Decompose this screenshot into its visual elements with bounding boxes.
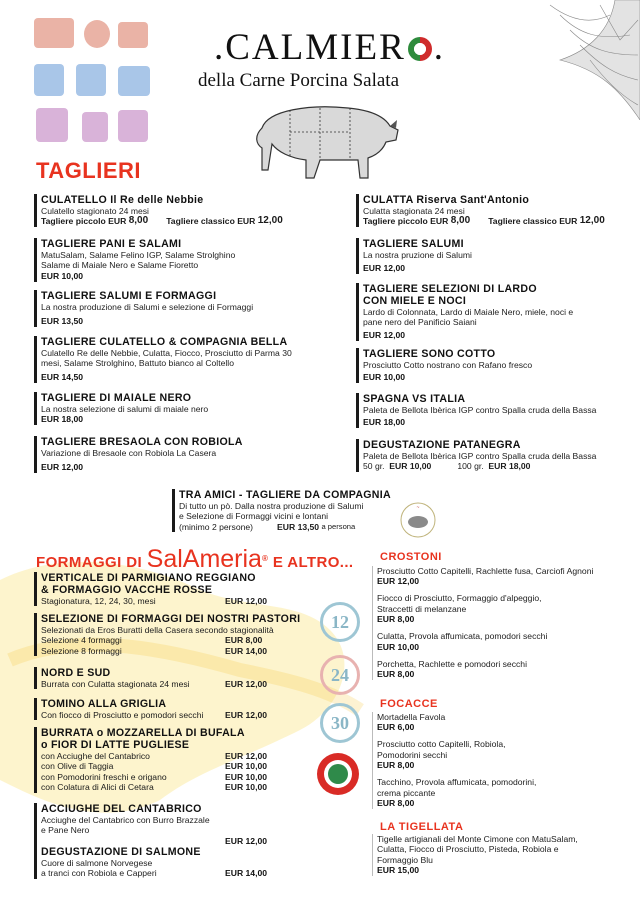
item-price: EUR 8,00 [377,798,415,809]
section-heading-tigellata: LA TIGELLATA [380,821,464,833]
item-desc: MatuSalam, Salame Felino IGP, Salame Strolghino Salame di Maiale Nero e Salame Fioretto [41,250,236,271]
menu-item [356,439,626,472]
item-title: TAGLIERE BRESAOLA CON ROBIOLA [41,436,243,448]
item-price: EUR 14,50 [41,371,84,382]
price-small: EUR 10,00 [389,461,432,472]
weight-large: 100 gr. [457,461,484,472]
item-price: EUR 12,00 [363,329,406,340]
small-label: Tagliere piccolo EUR [41,216,127,227]
brand-title: .CALMIER . [214,27,445,68]
row-label: con Olive di Taggia [41,761,114,772]
menu-item [34,803,316,847]
menu-item [34,290,314,327]
row-label: Selezione 8 formaggi [41,645,122,656]
item-desc: Tigelle artigianali del Monte Cimone con MatuSalam, Culatta, Fiocco di Prosciutto, Pisteda, Robiola e Formaggio Blu [377,834,578,865]
item-price: EUR 10,00 [377,641,420,652]
item-desc: Prosciutto cotto Capitelli, Robiola, Pomodorini secchi [377,739,506,760]
item-desc: Selezionati da Eros Buratti della Casera secondo stagionalità [41,625,274,635]
section-heading-focacce: FOCACCE [380,698,438,710]
item-price: EUR 12,00 [225,835,268,846]
age-badge-24: 24 [320,655,360,695]
large-price: 12,00 [257,215,283,227]
row-price: EUR 10,00 [225,761,268,772]
item-price: EUR 8,00 [377,760,415,771]
item-desc: La nostra produzione di Salumi e selezione di Formaggi [41,302,254,312]
row-price: EUR 10,00 [225,782,268,793]
row-label: con Pomodorini freschi e origano [41,771,167,782]
item-price: EUR 10,00 [41,270,84,281]
section-heading-formaggi: FORMAGGI DI SalAmeria® E ALTRO... [36,545,354,573]
item-price: EUR 10,00 [363,372,406,383]
menu-item [356,194,626,227]
section-heading-crostoni: CROSTONI [380,551,442,563]
item-title: SELEZIONE DI FORMAGGI DEI NOSTRI PASTORI [41,613,301,625]
item-desc: Culatello stagionato 24 mesi [41,206,149,216]
item-desc: Paleta de Bellota Ibèrica IGP contro Spalla cruda della Bassa [363,451,597,461]
pig-cuts-illustration [250,92,400,184]
item-title: DEGUSTAZIONE DI SALMONE [41,846,201,858]
menu-item [356,393,626,428]
menu-item-tra-amici [172,489,412,532]
small-price: 8,00 [128,215,149,227]
item-title: ACCIUGHE DEL CANTABRICO [41,803,202,815]
price-large: EUR 18,00 [488,461,531,472]
item-title: TAGLIERE DI MAIALE NERO [41,392,192,404]
price-unit: a persona [321,521,356,531]
item-desc: La nostra pruzione di Salumi [363,250,472,260]
item-price: EUR 12,00 [225,596,268,606]
large-price: 12,00 [579,215,605,227]
item-desc: Culatello Re delle Nebbie, Culatta, Fiocco, Prosciutto di Parma 30 mesi, Salame Strolghino, Battuto bianco al Coltello [41,348,292,369]
item-title: NORD E SUD [41,667,111,679]
item-price: EUR 18,00 [41,414,84,425]
menu-item [34,194,314,227]
item-desc: Lardo di Colonnata, Lardo di Maiale Nero, miele, noci e pane nero del Panificio Saiani [363,307,574,328]
item-title: TAGLIERE SALUMI E FORMAGGI [41,290,217,302]
large-label: Tagliere classico EUR [488,216,578,227]
item-desc: Variazione di Bresaole con Robiola La Casera [41,448,217,458]
section-heading-taglieri: TAGLIERI [36,158,142,183]
menu-item [356,348,626,383]
item-desc: Stagionatura, 12, 24, 30, mesi [41,596,156,606]
crostoni-list [372,566,628,680]
menu-item [34,238,314,282]
brand-subtitle: della Carne Porcina Salata [198,70,400,91]
small-label: Tagliere piccolo EUR [363,216,449,227]
row-price: EUR 10,00 [225,771,268,782]
item-desc: La nostra selezione di salumi di maiale nero [41,404,209,414]
svg-text:~: ~ [416,505,420,511]
item-desc: Cuore di salmone Norvegese a tranci con Robiola e Capperi [41,858,157,879]
item-title: TAGLIERE CULATELLO & COMPAGNIA BELLA [41,336,288,348]
menu-item [34,846,316,879]
italian-flag-badge-icon [317,753,359,795]
tigellata-block [372,834,628,876]
menu-item [34,667,316,689]
item-price: EUR 8,00 [377,669,415,680]
item-price: EUR 6,00 [377,722,415,733]
tree-engraving-illustration [520,0,640,120]
item-desc: Con fiocco di Prosciutto e pomodori secchi [41,710,204,720]
weight-small: 50 gr. [363,461,385,472]
item-title: TOMINO ALLA GRIGLIA [41,698,167,710]
item-desc: Di tutto un pò. Dalla nostra produzione di Salumi e Selezione di Formaggi vicini e lontani [179,501,364,522]
item-desc: Mortadella Favola [377,712,446,722]
item-price: EUR 12,00 [225,710,268,720]
pig-stamp-icon [396,500,440,540]
menu-item [34,727,316,793]
item-desc: Prosciutto Cotto nostrano con Rafano fresco [363,360,533,370]
item-title: CULATELLO Il Re delle Nebbie [41,194,204,206]
menu-item [356,238,626,274]
item-desc: Tacchino, Provola affumicata, pomodorini, crema piccante [377,777,537,798]
menu-item [34,698,316,720]
small-price: 8,00 [450,215,471,227]
cutting-boards-illustration [32,16,152,144]
item-desc: Burrata con Culatta stagionata 24 mesi [41,679,190,689]
row-label: Selezione 4 formaggi [41,635,122,646]
item-price: EUR 12,00 [41,462,84,473]
item-desc: Prosciutto Cotto Capitelli, Rachlette fusa, Carciofi Agnoni [377,566,594,576]
item-price: EUR 8,00 [377,614,415,625]
row-label: con Acciughe del Cantabrico [41,751,150,761]
focacce-list [372,712,628,809]
row-price: EUR 14,00 [225,645,268,656]
min-persons: (minimo 2 persone) [179,521,254,532]
menu-item [34,336,316,383]
item-title: DEGUSTAZIONE PATANEGRA [363,439,521,451]
row-price: EUR 8,00 [225,635,263,646]
menu-item [34,392,314,425]
menu-item [356,283,626,341]
item-title: BURRATA o MOZZARELLA DI BUFALA o FIOR DI LATTE PUGLIESE [41,727,245,751]
item-price: EUR 18,00 [363,417,406,428]
item-price: EUR 13,50 [277,521,320,532]
item-price: EUR 14,00 [225,867,268,878]
item-desc: Fiocco di Prosciutto, Formaggio d'alpeggio, Straccetti di melanzane [377,593,542,614]
item-title: TAGLIERE SELEZIONI DI LARDO CON MIELE E NOCI [363,283,537,307]
item-title: CULATTA Riserva Sant'Antonio [363,194,530,206]
row-price: EUR 12,00 [225,751,268,761]
menu-item [34,572,316,606]
item-desc: Porchetta, Rachlette e pomodori secchi [377,658,527,669]
italian-flag-icon [408,37,432,61]
item-price: EUR 12,00 [225,679,268,689]
row-label: con Colatura di Alici di Cetara [41,782,154,793]
item-price: EUR 12,00 [377,576,420,587]
large-label: Tagliere classico EUR [166,216,256,227]
item-price: EUR 12,00 [363,263,406,274]
age-badge-12: 12 [320,602,360,642]
menu-item [34,613,318,656]
item-desc: Paleta de Bellota Ibèrica IGP contro Spalla cruda della Bassa [363,405,597,415]
menu-item [34,436,314,473]
item-title: TAGLIERE PANI E SALAMI [41,238,182,250]
item-title: VERTICALE DI PARMIGIANO REGGIANO & FORMAGGIO VACCHE ROSSE [41,572,256,596]
item-desc: Acciughe del Cantabrico con Burro Brazzale e Pane Nero [41,815,210,836]
item-desc: Culatta, Provola affumicata, pomodori secchi [377,631,548,642]
age-badge-30: 30 [320,703,360,743]
item-title: TAGLIERE SONO COTTO [363,348,496,360]
item-price: EUR 13,50 [41,316,84,327]
item-price: EUR 15,00 [377,865,420,876]
item-title: SPAGNA VS ITALIA [363,393,466,405]
item-title: TAGLIERE SALUMI [363,238,464,250]
item-desc: Culatta stagionata 24 mesi [363,206,465,216]
item-title: TRA AMICI - TAGLIERE DA COMPAGNIA [179,489,391,501]
